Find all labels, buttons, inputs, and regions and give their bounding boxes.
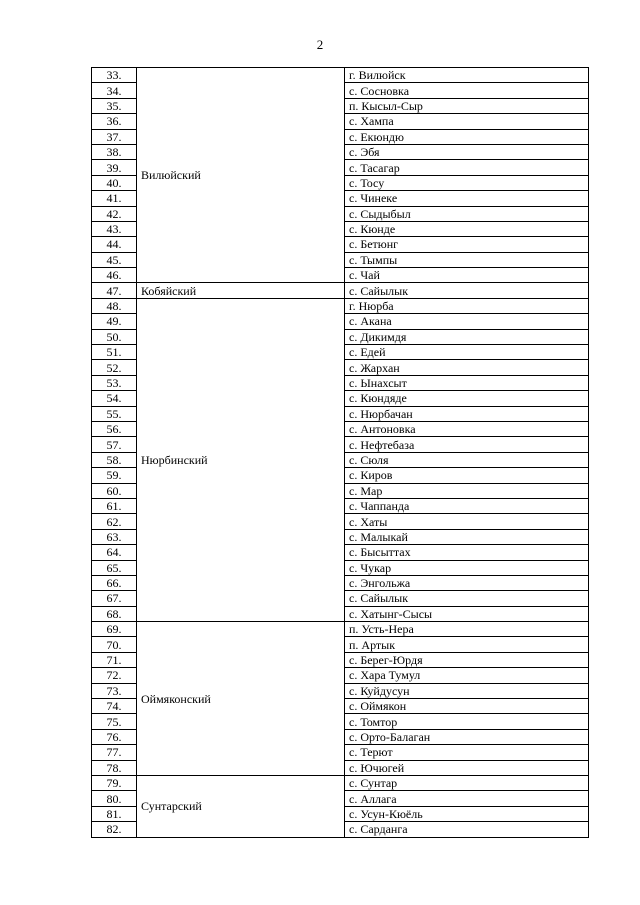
settlement-name: с. Акана	[345, 314, 589, 329]
settlement-name: с. Хатынг-Сысы	[345, 606, 589, 621]
settlement-name: с. Чай	[345, 268, 589, 283]
settlement-name: с. Тосу	[345, 175, 589, 190]
row-number: 58.	[92, 452, 137, 467]
row-number: 67.	[92, 591, 137, 606]
settlement-name: с. Эбя	[345, 144, 589, 159]
row-number: 39.	[92, 160, 137, 175]
settlement-name: с. Нефтебаза	[345, 437, 589, 452]
settlement-name: с. Малыкай	[345, 529, 589, 544]
row-number: 70.	[92, 637, 137, 652]
row-number: 74.	[92, 699, 137, 714]
row-number: 73.	[92, 683, 137, 698]
row-number: 75.	[92, 714, 137, 729]
row-number: 82.	[92, 822, 137, 837]
settlement-name: с. Нюрбачан	[345, 406, 589, 421]
row-number: 45.	[92, 252, 137, 267]
settlement-name: п. Кысыл-Сыр	[345, 98, 589, 113]
settlement-name: с. Жархан	[345, 360, 589, 375]
row-number: 76.	[92, 729, 137, 744]
table-row	[92, 622, 589, 637]
settlement-name: с. Томтор	[345, 714, 589, 729]
row-number: 36.	[92, 114, 137, 129]
settlement-name: с. Усун-Кюёль	[345, 806, 589, 821]
settlement-name: с. Хаты	[345, 514, 589, 529]
row-number: 80.	[92, 791, 137, 806]
row-number: 59.	[92, 468, 137, 483]
page-number: 2	[316, 37, 324, 52]
district-name: Оймяконский	[137, 622, 345, 776]
row-number: 69.	[92, 622, 137, 637]
settlement-name: с. Сайылык	[345, 283, 589, 298]
settlement-name: с. Кюндяде	[345, 391, 589, 406]
settlement-name: с. Оймякон	[345, 699, 589, 714]
settlement-name: с. Сайылык	[345, 591, 589, 606]
row-number: 51.	[92, 345, 137, 360]
settlement-name: с. Екюндю	[345, 129, 589, 144]
row-number: 40.	[92, 175, 137, 190]
row-number: 68.	[92, 606, 137, 621]
row-number: 43.	[92, 221, 137, 236]
row-number: 50.	[92, 329, 137, 344]
table-row	[92, 68, 589, 83]
settlement-name: г. Нюрба	[345, 298, 589, 313]
settlement-name: с. Ынахсыт	[345, 375, 589, 390]
settlement-name: с. Тасагар	[345, 160, 589, 175]
row-number: 46.	[92, 268, 137, 283]
row-number: 49.	[92, 314, 137, 329]
row-number: 61.	[92, 498, 137, 513]
settlement-name: с. Бетюнг	[345, 237, 589, 252]
settlement-name: с. Терют	[345, 745, 589, 760]
settlement-name: с. Сыдыбыл	[345, 206, 589, 221]
row-number: 37.	[92, 129, 137, 144]
district-name: Вилюйский	[137, 68, 345, 283]
district-name: Кобяйский	[137, 283, 345, 298]
settlement-name: с. Дикимдя	[345, 329, 589, 344]
row-number: 65.	[92, 560, 137, 575]
settlement-name: с. Хампа	[345, 114, 589, 129]
settlement-name: с. Ючюгей	[345, 760, 589, 775]
row-number: 35.	[92, 98, 137, 113]
row-number: 60.	[92, 483, 137, 498]
row-number: 71.	[92, 652, 137, 667]
settlement-name: с. Сунтар	[345, 775, 589, 790]
settlement-name: с. Кюнде	[345, 221, 589, 236]
settlement-name: с. Мар	[345, 483, 589, 498]
row-number: 57.	[92, 437, 137, 452]
district-name: Нюрбинский	[137, 298, 345, 621]
row-number: 47.	[92, 283, 137, 298]
table-row	[92, 775, 589, 790]
settlement-name: п. Артык	[345, 637, 589, 652]
row-number: 48.	[92, 298, 137, 313]
settlement-name: с. Чаппанда	[345, 498, 589, 513]
row-number: 53.	[92, 375, 137, 390]
settlement-name: с. Орто-Балаган	[345, 729, 589, 744]
table-row	[92, 298, 589, 313]
row-number: 55.	[92, 406, 137, 421]
row-number: 63.	[92, 529, 137, 544]
settlement-name: с. Берег-Юрдя	[345, 652, 589, 667]
settlement-name: п. Усть-Нера	[345, 622, 589, 637]
settlement-name: с. Сюля	[345, 452, 589, 467]
settlement-name: с. Аллага	[345, 791, 589, 806]
row-number: 66.	[92, 575, 137, 590]
settlement-name: с. Тымпы	[345, 252, 589, 267]
row-number: 38.	[92, 144, 137, 159]
row-number: 41.	[92, 191, 137, 206]
settlement-name: с. Едей	[345, 345, 589, 360]
settlement-name: г. Вилюйск	[345, 68, 589, 83]
row-number: 79.	[92, 775, 137, 790]
district-name: Сунтарский	[137, 775, 345, 837]
settlement-name: с. Куйдусун	[345, 683, 589, 698]
row-number: 44.	[92, 237, 137, 252]
row-number: 64.	[92, 545, 137, 560]
settlement-name: с. Киров	[345, 468, 589, 483]
row-number: 78.	[92, 760, 137, 775]
table-row	[92, 283, 589, 298]
row-number: 62.	[92, 514, 137, 529]
row-number: 34.	[92, 83, 137, 98]
row-number: 77.	[92, 745, 137, 760]
row-number: 52.	[92, 360, 137, 375]
row-number: 72.	[92, 668, 137, 683]
row-number: 42.	[92, 206, 137, 221]
settlement-name: с. Чукар	[345, 560, 589, 575]
settlement-name: с. Антоновка	[345, 421, 589, 436]
row-number: 56.	[92, 421, 137, 436]
settlement-name: с. Хара Тумул	[345, 668, 589, 683]
settlement-name: с. Энгольжа	[345, 575, 589, 590]
row-number: 81.	[92, 806, 137, 821]
settlement-name: с. Бысыттах	[345, 545, 589, 560]
settlement-name: с. Чинеке	[345, 191, 589, 206]
settlement-name: с. Сосновка	[345, 83, 589, 98]
settlement-name: с. Сарданга	[345, 822, 589, 837]
row-number: 33.	[92, 68, 137, 83]
row-number: 54.	[92, 391, 137, 406]
settlements-table	[91, 67, 589, 838]
